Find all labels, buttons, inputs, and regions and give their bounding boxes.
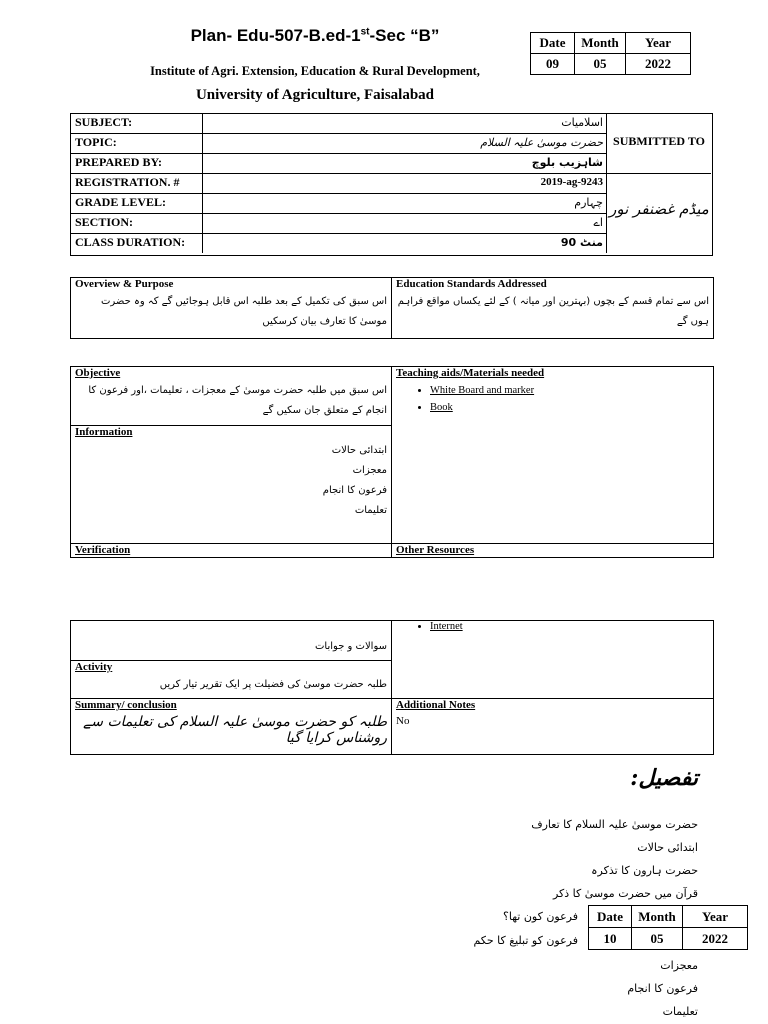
tafseel-line: فرعون کا انجام [627,982,698,995]
date-header: Date [531,33,575,54]
month-value: 05 [632,928,683,950]
info-row-class-duration: CLASS DURATION: منٹ 90 [75,235,603,249]
material-item [430,402,706,413]
overview-box [70,277,714,339]
date-header: Date [589,906,632,928]
tafseel-heading: تفصیل: [630,765,698,791]
month-value: 05 [575,54,626,75]
material-link-whiteboard[interactable]: White Board and marker [430,385,535,396]
summary-title: Summary/ conclusion [75,699,177,711]
date-value: 10 [589,928,632,950]
tafseel-line: تعلیمات [662,1005,698,1018]
tafseel-line: قرآن میں حضرت موسیٰ کا ذکر [552,887,698,900]
information-item: معجزات [352,465,387,476]
date-table-top [530,32,691,75]
university-name: University of Agriculture, Faisalabad [195,87,435,103]
tafseel-line: حضرت موسیٰ علیہ السلام کا تعارف [531,818,698,831]
verification-text: سوالات و جوابات [315,641,387,652]
tafseel-line: حضرت ہارون کا تذکرہ [591,864,698,877]
summary-text: طلبہ کو حضرت موسیٰ علیہ السلام کی تعلیمات سے روشناس کرایا گیا [83,714,387,746]
information-item: تعلیمات [354,505,387,516]
tafseel-line: ابتدائی حالات [637,841,698,854]
info-row-grade-level: GRADE LEVEL: چہارم [71,194,606,214]
objective-text: اس سبق میں طلبہ حضرت موسیٰ کے معجزات ، تعلیمات ،اور فرعون کا انجام کے متعلق جان سکیں گے [88,385,387,416]
submitted-to-name: میڈم غضنفر نور [609,200,709,218]
info-row-section: SECTION: اے [71,214,606,234]
resource-item [430,621,706,632]
standards-text: اس سے تمام قسم کے بچوں (بہترین اور میانہ ) کے لئے یکساں مواقع فراہم ہوں گے [397,296,709,327]
information-item: فرعون کا انجام [322,485,387,496]
info-row-prepared-by: PREPARED BY: شاہزیب بلوچ [71,154,606,174]
month-header: Month [575,33,626,54]
verification-title: Verification [75,544,131,556]
additional-notes-text: No [396,715,410,727]
plan-title: Plan- Edu-507-B.ed-1st-Sec “B” [190,26,440,45]
info-row-registration: REGISTRATION. # 2019-ag-9243 [71,174,606,194]
info-row-topic: TOPIC: حضرت موسیٰ علیہ السلام [71,134,606,154]
tafseel-line: معجزات [660,959,698,972]
tafseel-line: فرعون کون تھا؟ [503,910,578,923]
tafseel-line: فرعون کو تبلیغ کا حکم [473,934,578,947]
activity-title: Activity [75,661,113,673]
objective-box [70,366,714,558]
year-value: 2022 [683,928,748,950]
material-link-book[interactable]: Book [430,402,453,413]
materials-list [396,385,706,419]
information-title: Information [75,426,133,438]
year-value: 2022 [626,54,691,75]
year-header: Year [683,906,748,928]
overview-title: Overview & Purpose [75,278,174,290]
additional-notes-title: Additional Notes [396,699,476,711]
year-header: Year [626,33,691,54]
objective-title: Objective [75,367,121,379]
month-header: Month [632,906,683,928]
standards-title: Education Standards Addressed [396,278,547,290]
information-item: ابتدائی حالات [331,445,387,456]
teaching-aids-title: Teaching aids/Materials needed [396,367,545,379]
submitted-to-label: SUBMITTED TO [613,134,705,148]
resources-list [396,621,706,638]
continued-box [70,620,714,755]
info-row-subject: SUBJECT: اسلامیات [71,114,606,134]
institute-name: Institute of Agri. Extension, Education & Rural Development, [150,64,480,78]
material-item [430,385,706,396]
information-list [75,441,387,521]
date-value: 09 [531,54,575,75]
other-resources-title: Other Resources [396,544,475,556]
resource-link-internet[interactable]: Internet [430,621,463,632]
date-table-bottom [588,905,748,950]
activity-text: طلبہ حضرت موسیٰ کی فضیلت پر ایک تقریر تیار کریں [159,679,387,690]
overview-text: اس سبق کی تکمیل کے بعد طلبہ اس قابل ہوجائیں گے کہ وہ حضرت موسیٰ کا تعارف بیان کرسکیں [101,296,387,327]
lesson-info-table [70,113,713,256]
